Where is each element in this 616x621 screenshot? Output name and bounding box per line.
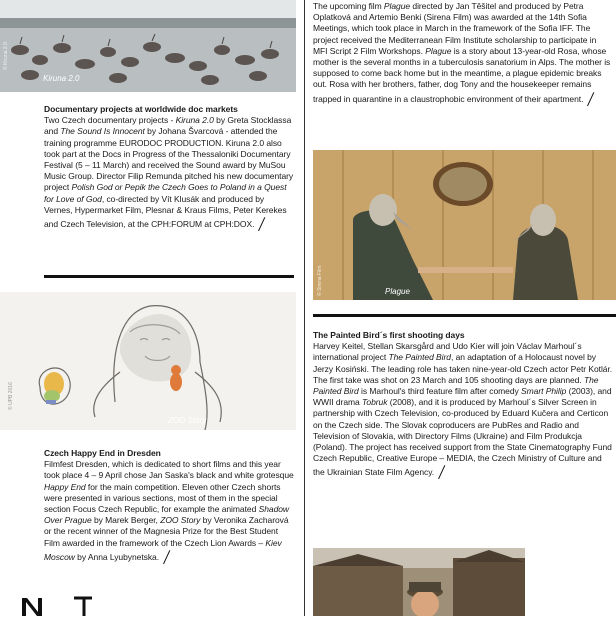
logo-mark bbox=[22, 596, 92, 616]
photo-caption: Plague bbox=[385, 287, 410, 296]
article-painted-bird bbox=[313, 330, 613, 478]
article-title: Documentary projects at worldwide doc markets bbox=[44, 104, 238, 114]
painted-bird-still bbox=[313, 548, 525, 616]
photo-credit: © Sirena Film bbox=[317, 265, 323, 296]
end-mark bbox=[254, 216, 264, 230]
photo-caption: Kiruna 2.0 bbox=[43, 74, 80, 83]
end-mark bbox=[434, 464, 444, 478]
article-body: The upcoming film Plague directed by Jan Těšitel and produced by Petra Oplatková and Artemio Benki (Sirena Film) was awarded at the 14th Sofia Meetings, which took place in March in the framework of the Sofia IFF. The project received the Mediterranean Film Institute scholarship to participate in MFI Script 2 Film Workshops. Plague is a story about 13-year-old Rosa, whose mother is the several months in a tuberculosis sanatorium in Alps. The mother is supposed to come back home but in the meantime, a plague epidemic breaks out. Rosa with her brothers, father, dog Tony and the housekeeper remains trapped in quarantine in a claustrophobic environment of their apartment. bbox=[313, 1, 611, 104]
article-title: Czech Happy End in Dresden bbox=[44, 448, 161, 458]
article-title: The Painted Bird´s first shooting days bbox=[313, 330, 465, 340]
plague-still bbox=[313, 150, 616, 300]
section-rule bbox=[44, 275, 294, 278]
zoo-story-still bbox=[0, 292, 296, 430]
end-mark bbox=[583, 91, 593, 105]
article-doc-markets bbox=[44, 104, 294, 230]
end-mark bbox=[159, 549, 169, 563]
photo-credit: © UPB 2016 bbox=[8, 382, 14, 410]
kiruna-photo bbox=[0, 0, 296, 92]
article-body: Filmfest Dresden, which is dedicated to short films and this year took place 4 – 9 April chose Jan Saska's black and white grotesque Happy End for the main competition. Eleven other Czech shorts were presented in various sections, most of them in the special section Focus Czech Republic, for example the animated Shadow Over Prague by Marek Berger, ZOO Story by Veronika Zacharová or the recent winner of the Magnesia Prize for the Best Student Film awarded in the framework of the Czech Lion Awards – Kiev Moscow by Anna Lyubynetska. bbox=[44, 459, 294, 562]
article-happy-end bbox=[44, 448, 294, 563]
article-body: Two Czech documentary projects - Kiruna 2.0 by Greta Stocklassa and The Sound Is Innocent by Johana Švarcová - attended the training programme EURODOC PRODUCTION. Kiruna 2.0 also took part at the Docs in Progress of the Thessaloniki Documentary Festival (5 – 11 March) and received the Sound award by MuSou Music Group. Director Filip Remunda pitched his new documentary project Polish God or Pepik the Czech Goes to Poland in a Quest for Love of God, co-directed by Vít Klusák and produced by Vernes, Hypermarket Film, Plesnar & Kraus Films, Peter Kerekes and Czech Television, at the CPH:FORUM at CPH:DOX. bbox=[44, 115, 294, 229]
article-body: Harvey Keitel, Stellan Skarsgård and Udo Kier will join Václav Marhoul´s international project The Painted Bird, an adaptation of a Holocaust novel by Jerzy Kosiński. The leading role has taken nine-year-old Czech actor Petr Kotlár. The first take was shot on 23 March and 105 shooting days are planned. The Painted Bird is Marhoul's third feature film after comedy Smart Philip (2003), and WWII drama Tobruk (2008), and it is produced by Marhoul´s Silver Screen in partnership with Czech Television, co-produced by Eduard Kučera and Certicon on the Czech side. The Slovak coproducers are PubRes and Radio and Television of Slovakia, with Directory Films (Ukraine) and Film Produkcja (Poland). The project has received support from the State Cinematography Fund Czech Republic, Creative Europe – MEDIA, the Czech Ministry of Culture and the Ukrainian State Film Agency. bbox=[313, 341, 613, 478]
column-divider bbox=[304, 0, 305, 616]
article-plague bbox=[313, 1, 613, 105]
photo-caption: ZOO Story bbox=[168, 416, 207, 425]
photo-credit: © Kiruna 2.0 bbox=[3, 42, 9, 70]
section-rule bbox=[313, 314, 616, 317]
